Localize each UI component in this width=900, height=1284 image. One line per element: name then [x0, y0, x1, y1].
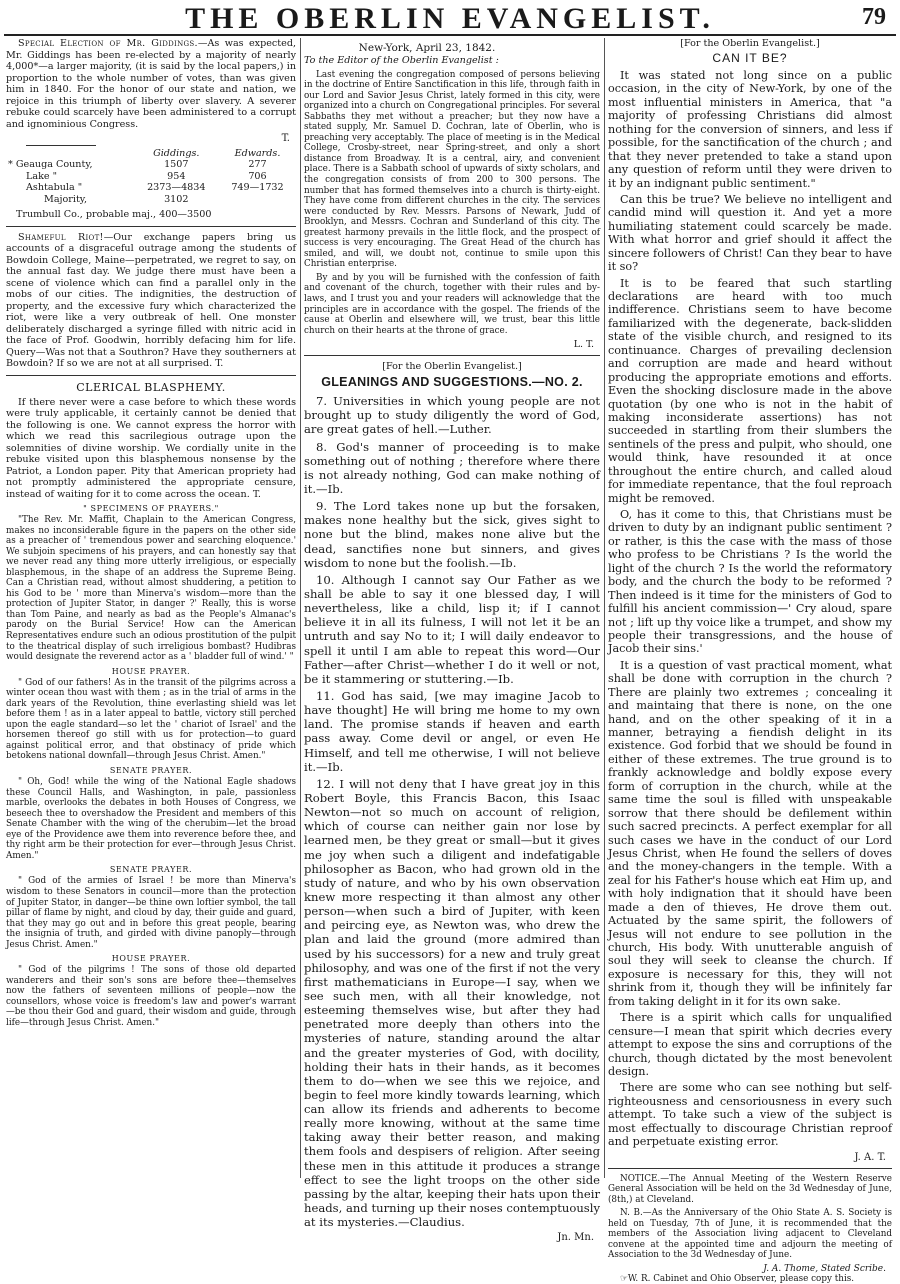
column-header-edwards: Edwards. — [234, 148, 281, 159]
giddings-cell: 3102 — [164, 193, 189, 205]
column-divider — [300, 38, 301, 1178]
table-row — [6, 182, 296, 194]
blasphemy-signature: T. — [252, 488, 261, 500]
canitbe-paragraph: O, has it come to this, that Christians must be driven to duty by an indignant public sentiment ? or rather, is this the case with the mass of those who profess to be Christians ? Is the world the light of the church ? Is the world the reformatory body, and the church the body to be reformed ? Then indeed is it time for the ministers of God to fulfill his ancient commission—' Cry aloud, spare not ; lift up thy voice like a trumpet, and show my people their transgressions, and the house of Jacob their sins.' — [608, 508, 892, 656]
riot-text: —Our exchange papers bring us accounts of a disgraceful outrage among the students of Bowdoin College, Maine—perpetrated, we regret to say, on the annual fast day. We judge there must have been a scene of violence which can find a parallel only in the mobs of our cities. The indignities, the destruction of property, and the excessive fury which characterized the riot, were like a very outbreak of hell. One monster deliberately discharged a syringe filled with nitric acid in the face of Prof. Goodwin, horribly defacing him for life. Query—Was not that a Southron? Have they southerners at Bowdoin? If so we are not at all surprised. — [6, 231, 297, 369]
riot-article — [6, 232, 296, 370]
section-rule — [6, 375, 296, 376]
letter-dateline: New-York, April 23, 1842. — [358, 42, 496, 54]
giddings-lead: Special Election of Mr. Giddings. — [18, 38, 198, 49]
county-cell: * Geauga County, — [8, 159, 93, 170]
prayer-heading: HOUSE PRAYER. — [111, 666, 191, 676]
section-rule — [608, 1168, 892, 1169]
letter-address: To the Editor of the Oberlin Evangelist : — [304, 55, 499, 66]
newspaper-title: THE OBERLIN EVANGELIST. — [185, 2, 715, 35]
riot-lead: Shameful Riot! — [18, 231, 104, 243]
gleanings-heading: GLEANINGS AND SUGGESTIONS.—NO. 2. — [321, 375, 583, 390]
blasphemy-text: If there never were a case before to which these words were truly applicable, it certainly cannot be denied that the following is one. We cannot express the horror with which we read this sacrilegious outrage upon the solemnities of divine worship. We cordially unite in the rebuke visited upon this blasphemous nonsense by the Patriot, a London paper. Pity that American propriety had not promptly administered the appropriate censure, instead of waiting for it to come across the ocean. — [6, 396, 296, 500]
trumbull-line: Trumbull Co., probable maj., 400—3500 — [16, 209, 212, 220]
blasphemy-heading: CLERICAL BLASPHEMY. — [76, 380, 226, 394]
letter-signature: L. T. — [573, 339, 594, 351]
giddings-text: —As was expected, Mr. Giddings has been re-elected by a majority of nearly 4,000*—a larger majority, (it is said by the local papers,) in proportion to the whole number of votes, than was given him in 1840. For the honor of our state and nation, we rejoice in this triumph of liberty over slavery. A severer rebuke could scarcely have been administered to a corrupt and ignominious Congress. — [6, 38, 297, 130]
canitbe-paragraph: It is a question of vast practical moment, what shall be done with corruption in the church ? There are plainly two extremes ; concealing it and maintaing that there is none, on the one hand, and on the other speaking of it in a manner, betraying a fiendish delight in its existence. God forbid that we should be found in either of these extremes. The true ground is to frankly acknowledge and boldly expose every form of corruption in the church, while at the same time the soul is filled with unspeakable sorrow that there should be defilement within such sacred precincts. A perfect exemplar for all such cases we have in the conduct of our Lord Jesus Christ, when He found the sellers of doves and the money-changers in the temple. With a zeal for his Father's house which eat Him up, and with holy indignation that it should have been made a den of thieves, He drove them out. Actuated by the same spirit, the followers of Jesus will not endure to see pollution in the church, His body. With unutterable anguish of soul they will seek to cleanse the church. If exposure is necessary for this, they will not shrink from it, though they will be infinitely far from taking delight in it for its own sake. — [608, 658, 892, 1008]
section-rule — [304, 355, 600, 356]
column-right — [608, 38, 892, 1284]
notice-paragraph: NOTICE.—The Annual Meeting of the Western Reserve General Association will be held on the 3d Wednesday of June, (8th,) at Cleveland. — [608, 1173, 892, 1205]
canitbe-paragraph: Can this be true? We believe no intelligent and candid mind will question it. And yet a more humiliating statement could scarcely be made. With what horror and grief should it affect the sincere followers of Christ! Can they bear to have it so? — [608, 192, 892, 274]
canitbe-signature: J. A. T. — [854, 1151, 886, 1163]
table-row — [6, 194, 296, 206]
canitbe-paragraph: It was stated not long since on a public occasion, in the city of New-York, by one of the most influential ministers in America, that "a majority of professing Christians did almost nothing for the conversion of sinners, and less if possible, for the sanctification of the church ; and that they never pretended to take a stand upon any question of reform until they were driven to it by an indignant public sentiment." — [608, 69, 892, 190]
giddings-cell: 2373—4834 — [147, 182, 206, 193]
gleanings-source: [For the Oberlin Evangelist.] — [382, 361, 522, 373]
gleaning-item: 8. God's manner of proceeding is to make something out of nothing ; therefore where there is not already nothing, God can make nothing of it.—Ib. — [304, 439, 600, 497]
letter-body: By and by you will be furnished with the confession of faith and covenant of the church, together with their rules and by-laws, and I trust you and your readers will acknowledge that the principles are in accordance with the gospel. The friends of the cause at Oberlin and elsewhere will, we trust, bear this little church on their hearts at the throne of grace. — [304, 272, 600, 336]
column-middle — [304, 38, 600, 1244]
prayer-heading: HOUSE PRAYER. — [111, 954, 191, 964]
gleaning-item: 7. Universities in which young people are not brought up to study diligently the word of God, are great gates of hell.—Luther. — [304, 394, 600, 437]
table-row — [6, 171, 296, 183]
column-header-giddings: Giddings. — [153, 148, 200, 159]
giddings-signature: T. — [281, 133, 290, 144]
page-number: 79 — [862, 4, 886, 30]
table-row — [6, 159, 296, 171]
letter-body: Last evening the congregation composed of persons believing in the doctrine of Entire Sanctification in this life, through faith in our Lord and Savior Jesus Christ, lately formed in this city, were organized into a church on Congregational principles. For several Sabbaths they met without a preacher; but they now have a stated supply, Mr. Samuel D. Cochran, late of Oberlin, who is preaching very acceptably. The place of meeting is in the Medical College, Crosby-street, near Spring-street, and only a short distance from Broadway. It is a central, airy, and convenient place. There is a Sabbath school of upwards of sixty scholars, and the congregation consists of from 200 to 300 persons. The number that has formed themselves into a church is thirty-eight. They have come from different churches in the city. The services were conducted by Rev. Messrs. Parsons of Newark, Judd of Brooklyn, and Messrs. Cochran and Sunderland of this city. The greatest harmony prevails in the little flock, and the prospect of success is very encouraging. The Great Head of the church has smiled, and will, we doubt not, continue to smile upon this Christian enterprise. — [304, 69, 600, 270]
gleaning-item: 11. God has said, [we may imagine Jacob to have thought] He will bring me home to my own land. The promise stands if heaven and earth pass away. Come devil or angel, or even He Himself, and tell me otherwise, I will not believe it.—Ib. — [304, 688, 600, 774]
prayer-text: " Oh, God! while the wing of the National Eagle shadows these Council Halls, and Washington, in pale, passionless marble, overlooks the debates in both Houses of Congress, we beseech thee to overshadow the President and members of this Senate Chamber with the wing of the cherubim—let the broad eye of the Providence awe them into reverence before thee, and thy right arm be their protection for ever—through Jesus Christ. Amen." — [6, 777, 296, 861]
specimens-heading: " SPECIMENS OF PRAYERS." — [83, 504, 219, 513]
giddings-cell: 954 — [167, 170, 186, 182]
gleanings-signature: Jn. Mn. — [557, 1232, 594, 1244]
specimens-text: "The Rev. Mr. Maffit, Chaplain to the American Congress, makes no inconsiderable figure in the papers on the other side as a preacher of ' tremendous power and searching eloquence.' We subjoin specimens of his prayers, and can honestly say that we never read any thing more utterly irreligious, or especially blasphemous, in the shape of an address the Supreme Being. Can a Christian read, without almost shuddering, a petition to his God to be ' more than Minerva's wisdom—more than the protection of Jupiter Stator, in danger ?' Really, this is worse than Tom Paine, and nearly as bad as the People's Almanac's parody on the Burial Service! How can the American Representatives endure such an odious prostitution of the pulpit to the theatrical display of such irreligious bombast? Hudibras would designate the reverend actor as a ' bladder full of wind.' " — [6, 515, 296, 663]
county-cell: Ashtabula " — [26, 182, 83, 193]
prayer-heading: SENATE PRAYER. — [109, 766, 193, 776]
county-cell: Majority, — [44, 193, 87, 205]
edwards-cell: 706 — [248, 170, 267, 182]
masthead — [0, 0, 900, 36]
canitbe-paragraph: There is a spirit which calls for unqualified censure—I mean that spirit which decries every attempt to expose the sins and corruptions of the church, though dictated by the most benevolent design. — [608, 1011, 892, 1078]
prayer-text: " God of the armies of Israel ! be more than Minerva's wisdom to these Senators in council—more than the protection of Jupiter Stator, in danger—be thine own loftier symbol, the tall pillar of flame by night, and cloud by day, their guide and guard, that they may go out and in before this great people, bearing the insignia of truth, and girded with divine panoply—through Jesus Christ. Amen." — [6, 876, 296, 950]
notice-paragraph: N. B.—As the Anniversary of the Ohio State A. S. Society is held on Tuesday, 7th of June, it is recommended that the members of the Association living adjacent to Cleveland convene at the appointed time and adjourn the meeting of Association to the 3d Wednesday of June. — [608, 1208, 892, 1261]
section-rule — [6, 226, 296, 227]
blasphemy-intro — [6, 397, 296, 501]
edwards-cell: 749—1732 — [231, 182, 284, 193]
gleaning-item: 12. I will not deny that I have great joy in this Robert Boyle, this Francis Bacon, this Isaac Newton—not so much on account of religion, which of course can neither gain nor lose by learned men, be they great or small—but it gives me joy when such a diligent and indefatigable philosopher as Bacon, who had grown old in the study of nature, and who by his own observation knew more respecting it than almost any other person—when such a bird of Jupiter, with keen and peircing eye, as Newton was, who drew the plan and laid the ground (more admired than used by his successors) for a new and truly great philosophy, and was one of the first if not the very first mathematicians in Europe—I say, when we see such men, with all their knowledge, not esteeming themselves wise, but after they had penetrated more deeply than others into the mysteries of nature, standing around the altar and the greater mysteries of God, with docility, holding their hats in their hands, as it becomes them to do—when we see this we rejoice, and begin to feel more kindly towards learning, which can allow its friends and adherents to become really more knowing, without at the same time taking away their better reason, and making them fools and despisers of religion. After seeing these men in this attitude it produces a strange effect to see the light troops on the other side passing by the altar, keeping their hats upon their heads, and turning up their noses contemptuously at its mysteries.—Claudius. — [304, 776, 600, 1230]
election-table — [6, 148, 296, 205]
giddings-article — [6, 38, 296, 130]
short-rule — [26, 145, 96, 146]
notice-signature: J. A. Thome, Stated Scribe. — [763, 1263, 886, 1274]
riot-signature: T. — [215, 358, 224, 369]
prayer-text: " God of the pilgrims ! The sons of those old departed wanderers and their son's sons are before thee—themselves now the fathers of seventeen millions of people—now the counsellors, whose voice is freedom's law and power's warrant—be thou their God and guard, their wisdom and guide, through life—through Jesus Christ. Amen." — [6, 965, 296, 1028]
canitbe-source: [For the Oberlin Evangelist.] — [680, 38, 820, 49]
canitbe-paragraph: There are some who can see nothing but self-righteousness and censoriousness in every such attempt. To take such a view of the subject is most effectually to discourage Christian reproof and perpetuate existing error. — [608, 1081, 892, 1149]
giddings-cell: 1507 — [164, 159, 189, 170]
canitbe-paragraph: It is to be feared that such startling declarations are heard with too much indifference. Christians seem to have become familiarized with the degenerate, back-slidden state of the visible church, and resigned to its continuance. Charges of prevailing declension and corruption are made and heard without producing the appropriate emotions and efforts. Even the shocking disclosure made in the above quotation (by one who is not in the habit of making inconsiderate assertions) has not succeeded in startling from their slumbers the sentinels of the press and pulpit, who should, one would think, have resounded it at once throughout the entire church, and called aloud for immediate repentance, that the foul reproach might be removed. — [608, 276, 892, 505]
canitbe-heading: CAN IT BE? — [712, 51, 788, 65]
edwards-cell — [219, 194, 296, 206]
masthead-rule — [4, 34, 896, 36]
notice-paragraph: ☞W. R. Cabinet and Ohio Observer, please copy this. — [620, 1273, 855, 1284]
gleaning-item: 9. The Lord takes none up but the forsaken, makes none healthy but the sick, gives sight to none but the blind, makes none alive but the dead, sanctifies none but sinners, and gives wisdom to none but the foolish.—Ib. — [304, 499, 600, 570]
column-left — [6, 38, 296, 1178]
county-cell: Lake " — [26, 170, 58, 182]
prayer-text: " God of our fathers! As in the transit of the pilgrims across a winter ocean thou wast with them ; as in the trial of arms in the dark years of the Revolution, thine everlasting shield was let before them ! as in a later appeal to battle, victory still perched upon the eagle standard—so let the ' chariot of Israel' and the horsemen thereof go still with us for protection—to guard against political error, and that obstinacy of pride which betokens national downfall—through Jesus Christ. Amen." — [6, 677, 296, 762]
edwards-cell: 277 — [248, 159, 267, 170]
prayer-heading: SENATE PRAYER. — [109, 865, 193, 875]
column-divider — [604, 38, 605, 1178]
table-header-row — [6, 148, 296, 159]
gleaning-item: 10. Although I cannot say Our Father as we shall be able to say it one blessed day, I will nevertheless, like a child, lisp it; if I cannot believe it in all its fulness, I will not let it be an untruth and say No to it; I will daily endeavor to spell it until I am able to repeat this word—Our Father—after Christ—whether I do it well or not, be it stammering or stuttering.—Ib. — [304, 572, 600, 686]
